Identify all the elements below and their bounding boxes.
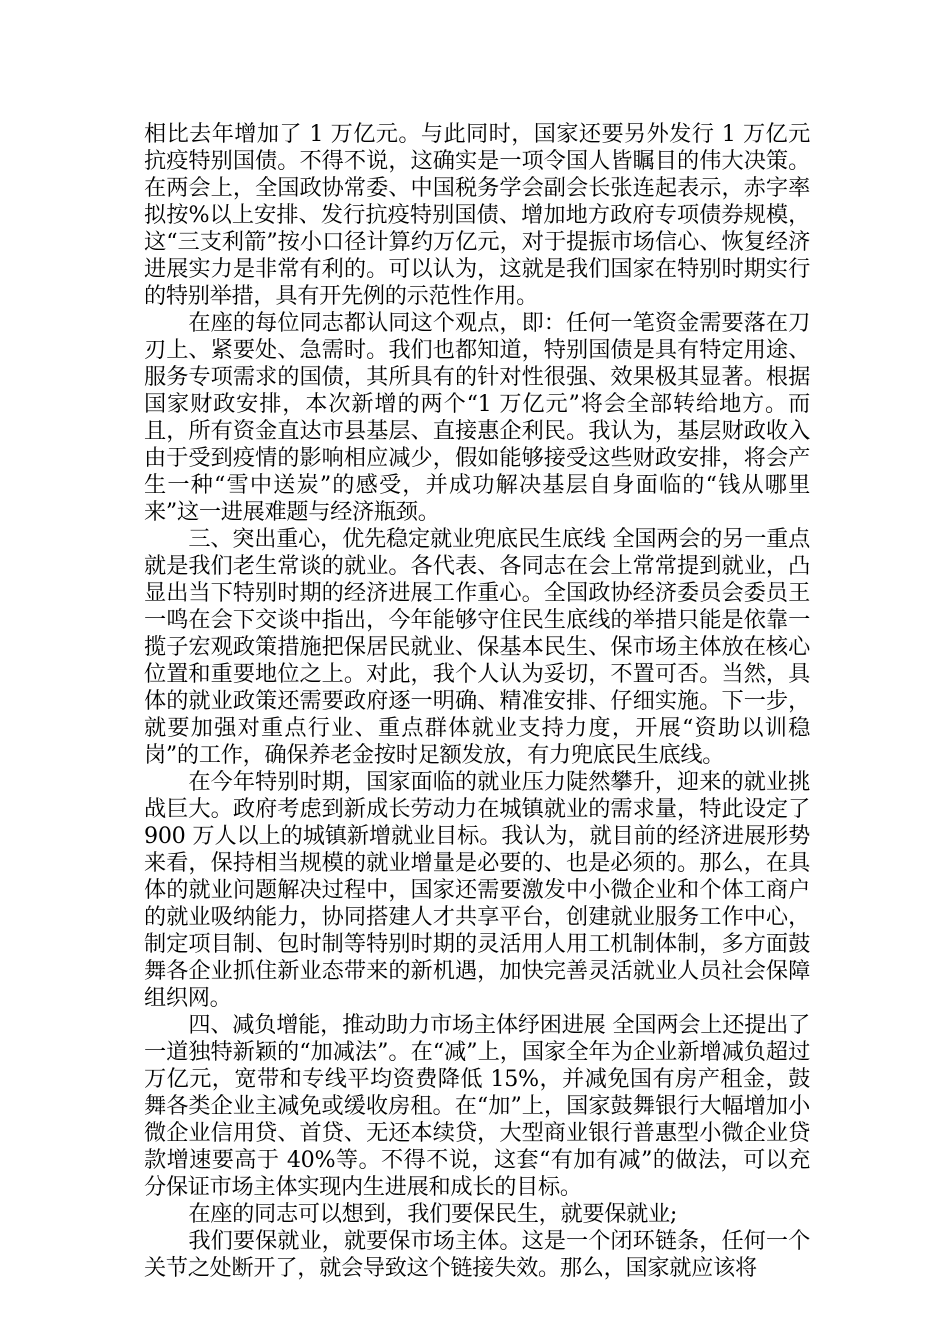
document-page — [144, 121, 810, 1282]
paragraph-3-section-heading: 三、突出重心，优先稳定就业兜底民生底线 全国两会的另一重点就是我们老生常谈的就业。各代表、各同志在会上常常提到就业，凸显出当下特别时期的经济进展工作重心。全国政协经济委员会委员王一鸣在会下交谈中指出，今年能够守住民生底线的举措只能是依靠一揽子宏观政策措施把保居民就业、保基本民生、保市场主体放在核心位置和重要地位之上。对此，我个人认为妥切，不置可否。当然，具体的就业政策还需要政府逐一明确、精准安排、仔细实施。下一步，就要加强对重点行业、重点群体就业支持力度，开展“资助以训稳岗”的工作，确保养老金按时足额发放，有力兜底民生底线。 — [144, 526, 810, 768]
paragraph-2: 在座的每位同志都认同这个观点，即：任何一笔资金需要落在刀刃上、紧要处、急需时。我们也都知道，特别国债是具有特定用途、服务专项需求的国债，其所具有的针对性很强、效果极其显著。根据国家财政安排，本次新增的两个“1 万亿元”将会全部转给地方。而且，所有资金直达市县基层、直接惠企利民。我认为，基层财政收入由于受到疫情的影响相应减少，假如能够接受这些财政安排，将会产生一种“雪中送炭”的感受，并成功解决基层自身面临的“钱从哪里来”这一进展难题与经济瓶颈。 — [144, 310, 810, 525]
paragraph-6: 在座的同志可以想到，我们要保民生，就要保就业; — [188, 1201, 678, 1227]
paragraph-5-section-heading: 四、减负增能，推动助力市场主体纾困进展 全国两会上还提出了一道独特新颖的“加减法”。在“减”上，国家全年为企业新增减负超过万亿元，宽带和专线平均资费降低 15%，并减免国有房产租金，鼓舞各类企业主减免或缓收房租。在“加”上，国家鼓舞银行大幅增加小微企业信用贷、首贷、无还本续贷，大型商业银行普惠型小微企业贷款增速要高于 40%等。不得不说，这套“有加有减”的做法，可以充分保证市场主体实现内生进展和成长的目标。 — [144, 1012, 810, 1200]
paragraph-4: 在今年特别时期，国家面临的就业压力陡然攀升，迎来的就业挑战巨大。政府考虑到新成长劳动力在城镇就业的需求量，特此设定了 900 万人以上的城镇新增就业目标。我认为，就目前的经济进展形势来看，保持相当规模的就业增量是必要的、也是必须的。那么，在具体的就业问题解决过程中，国家还需要激发中小微企业和个体工商户的就业吸纳能力，协同搭建人才共享平台，创建就业服务工作中心，制定项目制、包时制等特别时期的灵活用人用工机制体制，多方面鼓舞各企业抓住新业态带来的新机遇，加快完善灵活就业人员社会保障组织网。 — [144, 769, 810, 1011]
paragraph-7: 我们要保就业，就要保市场主体。这是一个闭环链条，任何一个关节之处断开了，就会导致这个链接失效。那么，国家就应该将 — [144, 1228, 810, 1281]
paragraph-1: 相比去年增加了 1 万亿元。与此同时，国家还要另外发行 1 万亿元抗疫特别国债。不得不说，这确实是一项令国人皆瞩目的伟大决策。在两会上，全国政协常委、中国税务学会副会长张连起表示，赤字率拟按%以上安排、发行抗疫特别国债、增加地方政府专项债券规模，这“三支利箭”按小口径计算约万亿元，对于提振市场信心、恢复经济进展实力是非常有利的。可以认为，这就是我们国家在特别时期实行的特别举措，具有开先例的示范性作用。 — [144, 121, 810, 309]
